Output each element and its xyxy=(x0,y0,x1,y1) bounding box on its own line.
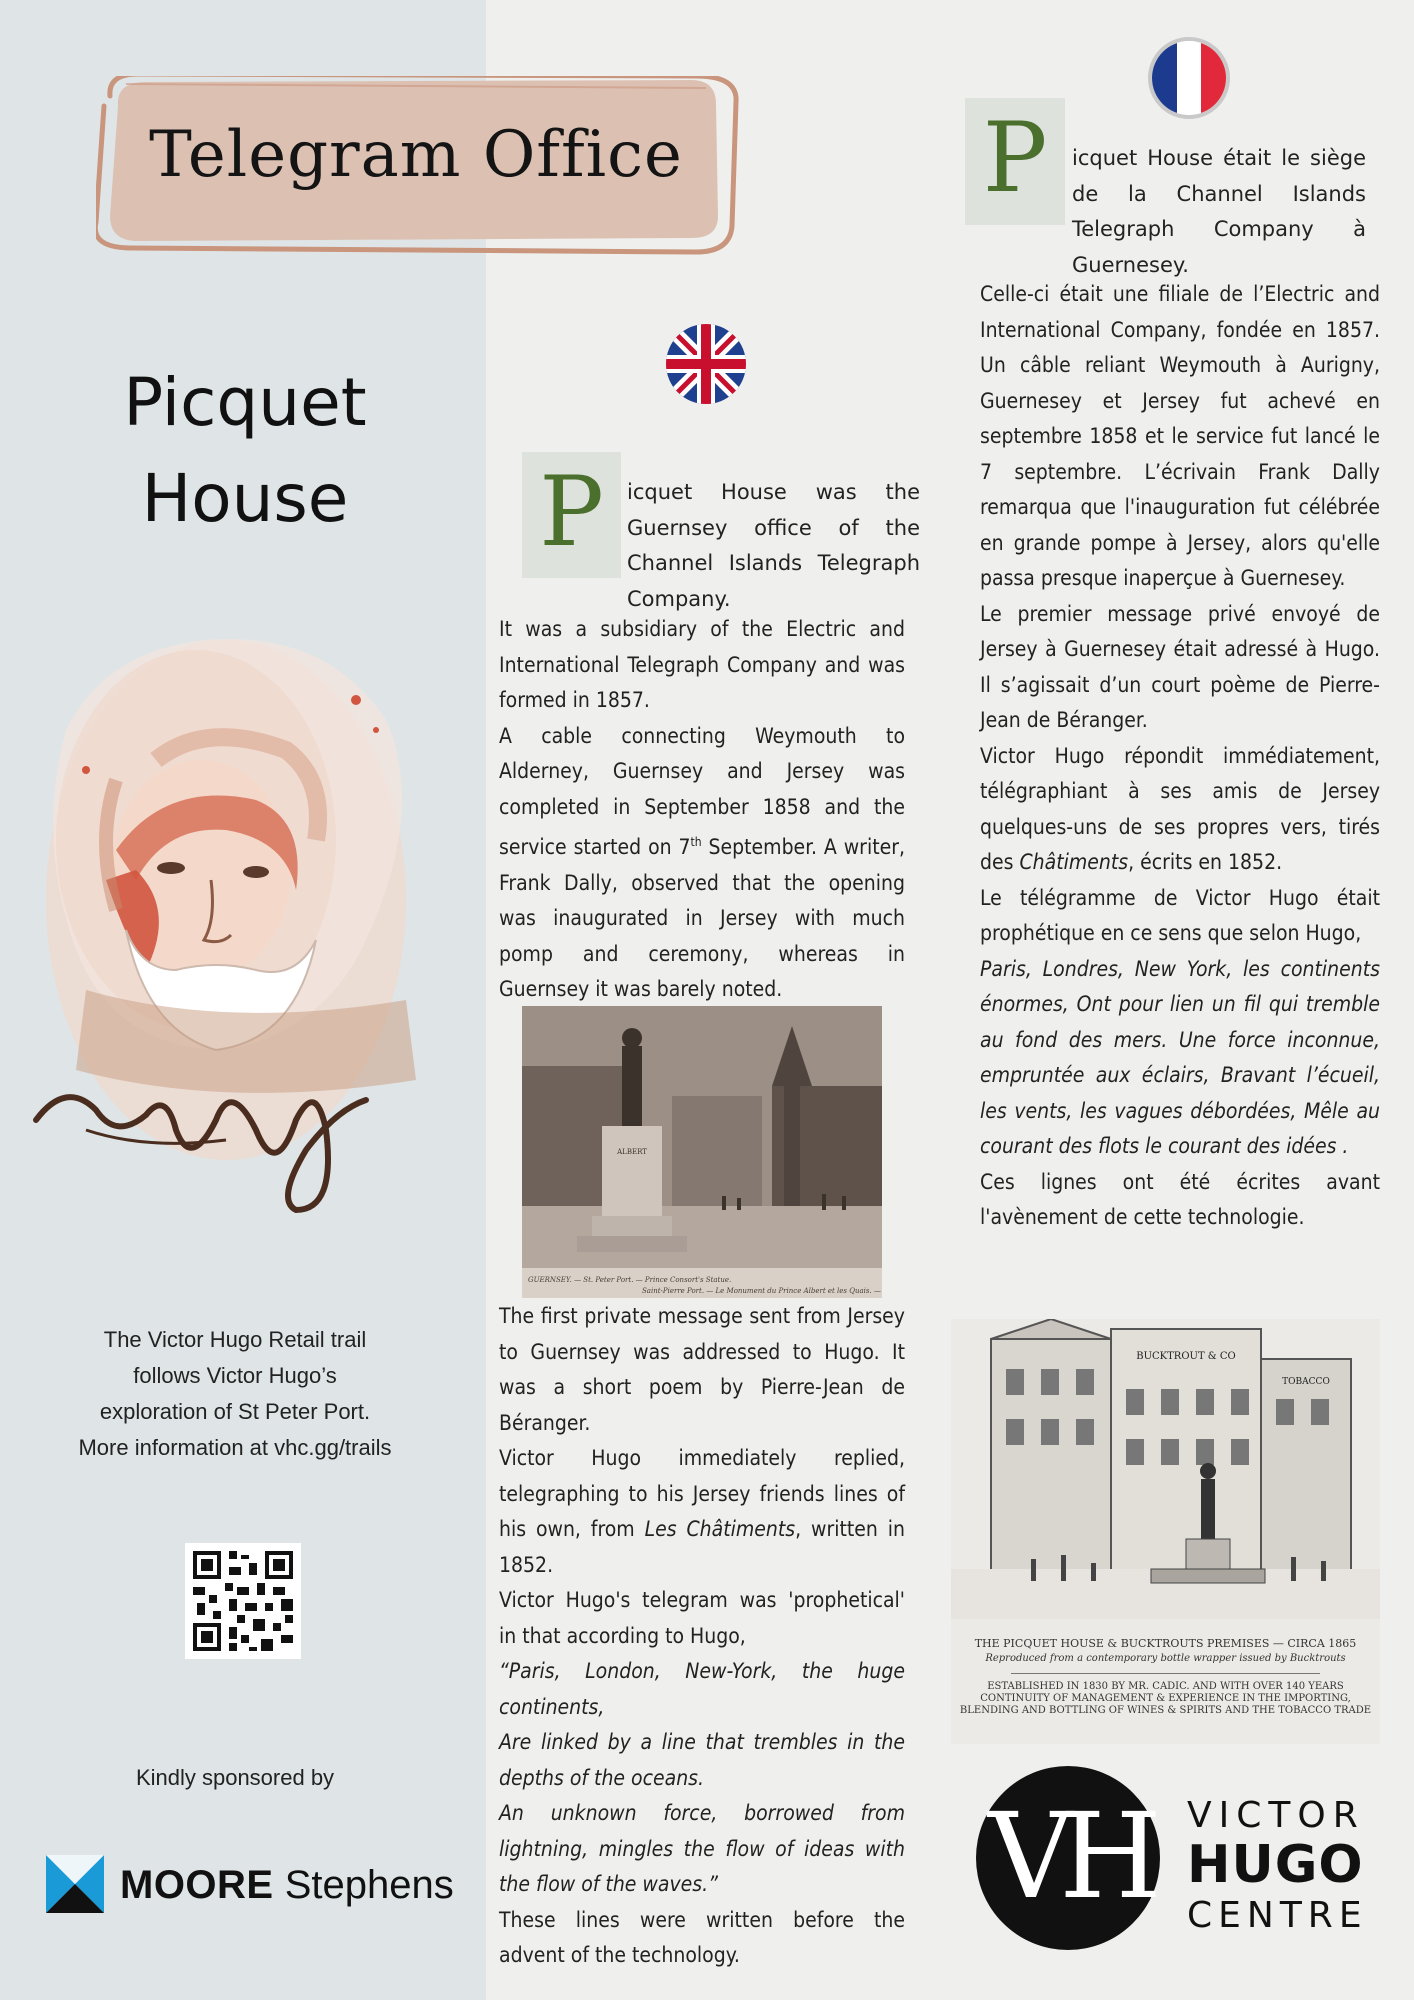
picquet-house-engraving: BUCKTROUT & CO TOBACCO THE PICQUET HOUSE & BUCKTROUTS PREMISES — CIRCA 1865 Reproduced from a contemporary bottle wrapper issued by Bucktrouts ESTABLISHED IN 1830 BY MR. CADIC. AND WITH OVER 140 YEARS CONTINUITY OF MANAGEMENT & EXPERIENCE IN THE IMPORTING, BLENDING AND BOTTLING OF WINES & SPIRITS AND THE TOBACCO TRADE xyxy=(951,1319,1380,1744)
title-box xyxy=(96,76,736,246)
prince-albert-statue-photo xyxy=(522,1006,882,1298)
french-dropcap: P xyxy=(965,98,1065,225)
trail-link[interactable]: More information at vhc.gg/trails xyxy=(78,1435,392,1460)
vh-monogram-icon xyxy=(975,1765,1165,1955)
english-text-bottom: The first private message sent from Jersey to Guernsey was addressed to Hugo. It was a short poem by Pierre-Jean de Béranger. Victor Hugo immediately replied, telegraphing to his Jersey friends lines of his own, from Les Châtiments, written in 1852. Victor Hugo's telegram was 'prophetical' in that according to Hugo, “Paris, London, New-York, the huge continents, Are linked by a line that trembles in the depths of the oceans. An unknown force, borrowed from lightning, mingles the flow of ideas with the flow of the waves.” These lines were written before the advent of the technology. xyxy=(499,1304,905,1967)
svg-text:BUCKTROUT & CO: BUCKTROUT & CO xyxy=(1136,1351,1236,1362)
france-flag-icon xyxy=(1148,37,1230,119)
english-lead: icquet House was the Guernsey office of the Channel Islands Telegraph Company. xyxy=(627,480,920,611)
english-dropcap: P xyxy=(522,452,621,578)
house-title: Picquet House xyxy=(123,364,367,537)
victor-hugo-portrait xyxy=(26,610,456,1250)
svg-text:GUERNSEY. — St. Peter Port. —: GUERNSEY. — St. Peter Port. — Prince Consort's Statue. xyxy=(528,1276,732,1284)
qr-code-icon[interactable] xyxy=(185,1543,301,1659)
svg-text:VH: VH xyxy=(987,1787,1149,1925)
uk-flag-icon xyxy=(666,324,746,404)
svg-text:Saint-Pierre Port. — Le Monume: Saint-Pierre Port. — Le Monument du Prince Albert et les Quais. — xyxy=(642,1287,881,1295)
sponsor-label: Kindly sponsored by xyxy=(135,1765,335,1790)
trail-info: The Victor Hugo Retail trail follows Victor Hugo’s exploration of St Peter Port. More information at vhc.gg/trails xyxy=(40,1322,430,1466)
svg-text:ALBERT: ALBERT xyxy=(617,1148,647,1156)
moore-stephens-logo: MOORE Stephens xyxy=(46,1855,446,1915)
moore-stephens-icon xyxy=(46,1855,104,1913)
english-text-top: It was a subsidiary of the Electric and International Telegraph Company and was formed in 1857. A cable connecting Weymouth to Alderney, Guernsey and Jersey was completed in September 1858 and the service started on 7th September. A writer, Frank Dally, observed that the opening was inaugurated in Jersey with much pomp and ceremony, whereas in Guernsey it was barely noted. xyxy=(499,617,905,1001)
svg-text:TOBACCO: TOBACCO xyxy=(1282,1377,1330,1387)
french-text: Celle-ci était une filiale de l’Electric and International Company, fondée en 1857. Un câble reliant Weymouth à Aurigny, Guernesey et Jersey fut achevé en septembre 1858 et le service fut lancé le 7 septembre. L’écrivain Frank Dally remarqua que l'inauguration fut célébrée en grande pompe à Jersey, alors qu'elle passa presque inaperçue à Guernesey. Le premier message privé envoyé de Jersey à Guernesey était adressé à Hugo. Il s’agissait d’un court poème de Pierre-Jean de Béranger. Victor Hugo répondit immédiatement, télégraphiant à ses amis de Jersey quelques-uns de ses propres vers, tirés des Châtiments, écrits en 1852. Le télégramme de Victor Hugo était prophétique en ce sens que selon Hugo, Paris, Londres, New York, les continents énormes, Ont pour lien un fil qui tremble au fond des mers. Une force inconnue, empruntée aux éclairs, Bravant l’écueil, les vents, les vagues débordées, Mêle au courant des flots le courant des idées . Ces lignes ont été écrites avant l'avènement de cette technologie. xyxy=(980,282,1380,1229)
page-title: Telegram Office xyxy=(149,118,683,192)
french-lead: icquet House était le siège de la Channel Islands Telegraph Company à Guernesey. xyxy=(1072,146,1366,277)
victor-hugo-centre-logo: VH VICTOR HUGO CENTRE xyxy=(975,1765,1375,1955)
